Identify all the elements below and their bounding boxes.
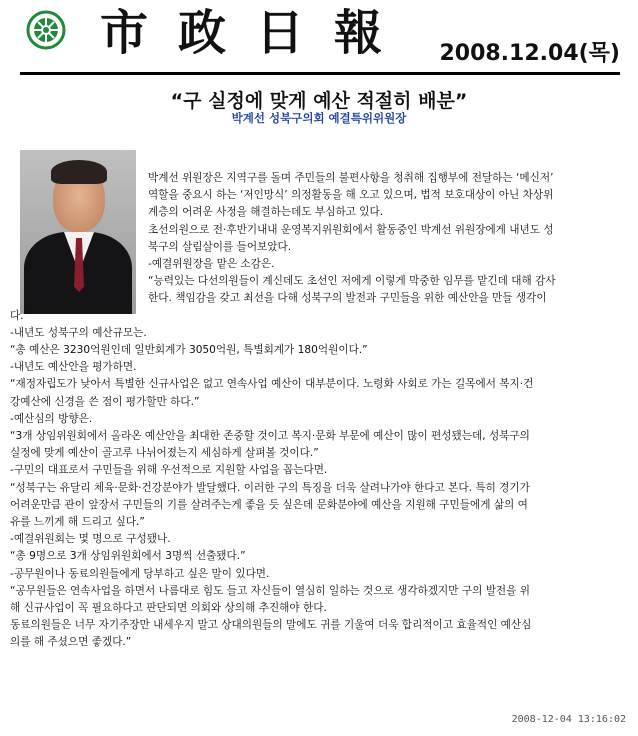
article-line: “총 9명으로 3개 상임위원회에서 3명씩 선출됐다.”: [10, 550, 246, 563]
article-line: “능력있는 다선의원들이 계신데도 초선인 저에게 이렇게 막중한 임무를 맡긴데 대해 감사: [148, 275, 556, 288]
article-line: -예결위원장을 맡은 소감은.: [148, 258, 275, 271]
article-full-block: [10, 308, 628, 652]
article-line: -내년도 성북구의 예산규모는.: [10, 326, 147, 339]
article-line: 박계선 위원장은 지역구를 돌며 주민들의 불편사항을 청취해 집행부에 전달하는 ‘메신저’: [148, 172, 554, 184]
article-line: 의를 해 주셨으면 좋겠다.”: [10, 636, 132, 649]
masthead-rule: [20, 72, 620, 75]
paper-name: 市政日報: [100, 5, 413, 61]
article-headline: “구 실정에 맞게 예산 적절히 배분”: [170, 90, 468, 112]
article-line: 해 신규사업이 꼭 필요하다고 판단되면 의회와 상의해 추진해야 한다.: [10, 602, 327, 615]
article-line: -예결위원회는 몇 명으로 구성됐나.: [10, 533, 171, 546]
footer-timestamp: 2008-12-04 13:16:02: [511, 714, 626, 725]
article-line: -예산심의 방향은.: [10, 412, 93, 425]
article-line: 북구의 살림살이를 들어보았다.: [148, 240, 292, 253]
article-body: [10, 170, 628, 652]
article-line: “재정자립도가 낮아서 특별한 신규사업은 없고 연속사업 예산이 대부분이다. 노령화 사회로 가는 길목에서 복지·건: [10, 378, 534, 391]
article-subhead: 박계선 성북구의회 예결특위위원장: [231, 111, 407, 125]
article-line: 어려운만큼 관이 앞장서 구민들의 기를 살려주는게 좋을 듯 싶은데 문화분야에 예산을 지원해 구민들에게 삶의 여: [10, 498, 528, 511]
article-line: 유를 느끼게 해 드리고 싶다.”: [10, 516, 145, 529]
article-line: 실정에 맞게 예산이 골고루 나뉘어졌는지 세심하게 살펴볼 것이다.”: [10, 447, 319, 460]
article-line: “성북구는 유달리 체육·문화·건강분야가 발달했다. 이러한 구의 특징을 더욱 살려나가야 한다고 본다. 특히 경기가: [10, 481, 530, 494]
article-line: 계층의 어려운 사정을 해결하는데도 부심하고 있다.: [148, 206, 384, 219]
article-line: -내년도 예산안을 평가하면.: [10, 361, 137, 374]
article-wrapped-block: [148, 170, 628, 308]
article-line: -공무원이나 동료의원들에게 당부하고 싶은 말이 있다면.: [10, 567, 270, 580]
article-line: -구민의 대표로서 구민들을 위해 우선적으로 지원할 사업을 꼽는다면.: [10, 464, 328, 477]
city-emblem-icon: [26, 10, 66, 50]
article-line: 한다. 책임감을 갖고 최선을 다해 성북구의 발전과 구민들을 위한 예산안을 만들 생각이: [148, 292, 547, 305]
article-line: “공무원들은 연속사업을 하면서 나름대로 힘도 들고 자신들이 열심히 일하는 것으로 생각하겠지만 구의 발전을 위: [10, 584, 531, 597]
masthead: [0, 0, 638, 78]
article-line: 역할을 중요시 하는 ‘저인망식’ 의정활동을 해 오고 있으며, 법적 보호대상이 아닌 차상위: [148, 189, 554, 202]
article-line: “총 예산은 3230억원인데 일반회계가 3050억원, 특별회계가 180억원이다.”: [10, 344, 368, 357]
article-line: “3개 상임위원회에서 올라온 예산안을 최대한 존중할 것이고 복지·문화 부문에 예산이 많이 편성됐는데, 성북구의: [10, 430, 530, 443]
paper-date: 2008.12.04(목): [439, 41, 620, 66]
article-line: 다.”: [10, 309, 30, 322]
article-line: 강예산에 신경을 쓴 점이 평가할만 하다.”: [10, 395, 200, 408]
article-line: 동료의원들은 너무 자기주장만 내세우지 말고 상대의원들의 말에도 귀를 기울여 더욱 합리적이고 효율적인 예산심: [10, 619, 532, 632]
article-line: 초선의원으로 전·후반기내내 운영복지위원회에서 활동중인 박계선 위원장에게 내년도 성: [148, 223, 554, 236]
